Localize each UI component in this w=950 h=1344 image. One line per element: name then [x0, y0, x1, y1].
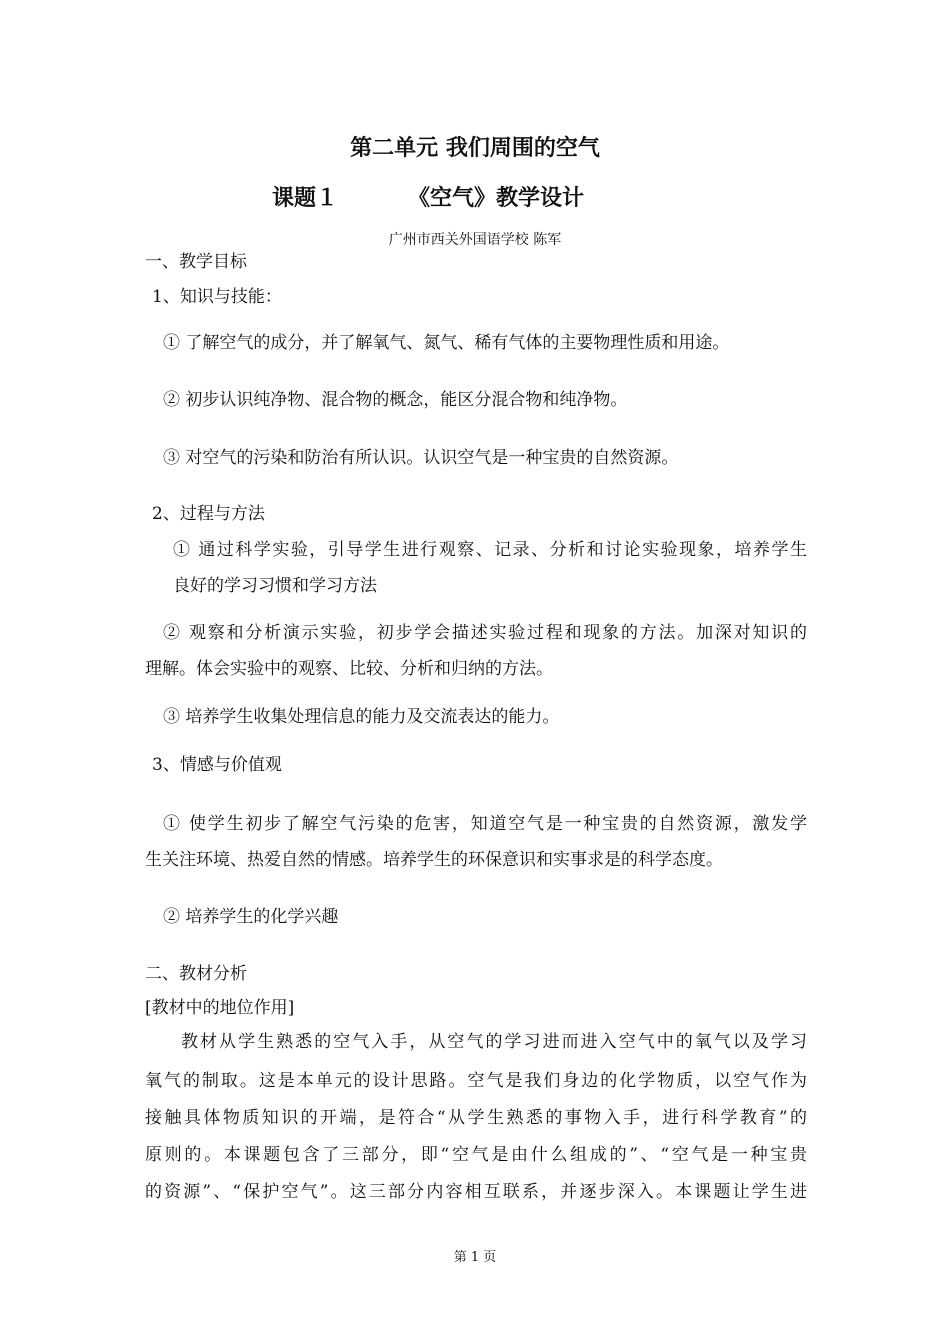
subheading-emotion-values: 3、情感与价值观 — [152, 755, 282, 775]
list-item: ③ 培养学生收集处理信息的能力及交流表达的能力。 — [163, 707, 560, 727]
paragraph-line: 原则的。本课题包含了三部分，即“空气是由什么组成的”、“空气是一种宝贵 — [145, 1145, 807, 1165]
subheading-knowledge-skills: 1、知识与技能： — [152, 287, 282, 307]
list-item: ① 使学生初步了解空气污染的危害，知道空气是一种宝贵的自然资源，激发学 — [163, 814, 807, 834]
title-topic-number: 课题１ — [272, 186, 339, 211]
list-item-continuation: 理解。体会实验中的观察、比较、分析和归纳的方法。 — [145, 659, 553, 679]
list-item: ② 观察和分析演示实验，初步学会描述实验过程和现象的方法。加深对知识的 — [163, 623, 807, 643]
title-unit: 第二单元 我们周围的空气 — [350, 136, 600, 161]
list-item-continuation: 生关注环境、热爱自然的情感。培养学生的环保意识和实事求是的科学态度。 — [145, 850, 723, 870]
list-item: ② 培养学生的化学兴趣 — [163, 907, 339, 927]
paragraph-line: 氧气的制取。这是本单元的设计思路。空气是我们身边的化学物质，以空气作为 — [145, 1071, 807, 1091]
section-heading-objectives: 一、教学目标 — [145, 252, 247, 272]
list-item: ② 初步认识纯净物、混合物的概念，能区分混合物和纯净物。 — [163, 390, 628, 410]
list-item: ① 通过科学实验，引导学生进行观察、记录、分析和讨论实验现象，培养学生 — [173, 540, 807, 560]
section-subheading-role: [教材中的地位作用] — [145, 998, 295, 1018]
author-line: 广州市西关外国语学校 陈军 — [388, 232, 562, 248]
subheading-process-methods: 2、过程与方法 — [152, 504, 265, 524]
paragraph-line: 教材从学生熟悉的空气入手，从空气的学习进而进入空气中的氧气以及学习 — [181, 1032, 807, 1052]
list-item-continuation: 良好的学习习惯和学习方法 — [173, 576, 377, 596]
paragraph-line: 的资源”、“保护空气”。这三部分内容相互联系，并逐步深入。本课题让学生进 — [145, 1182, 807, 1202]
title-topic-name: 《空气》教学设计 — [408, 186, 585, 211]
page-number-footer: 第 1 页 — [453, 1250, 497, 1265]
paragraph-line: 接触具体物质知识的开端，是符合“从学生熟悉的事物入手，进行科学教育”的 — [145, 1108, 807, 1128]
list-item: ③ 对空气的污染和防治有所认识。认识空气是一种宝贵的自然资源。 — [163, 448, 679, 468]
list-item: ① 了解空气的成分，并了解氧气、氮气、稀有气体的主要物理性质和用途。 — [163, 333, 730, 353]
section-heading-material-analysis: 二、教材分析 — [145, 964, 247, 984]
